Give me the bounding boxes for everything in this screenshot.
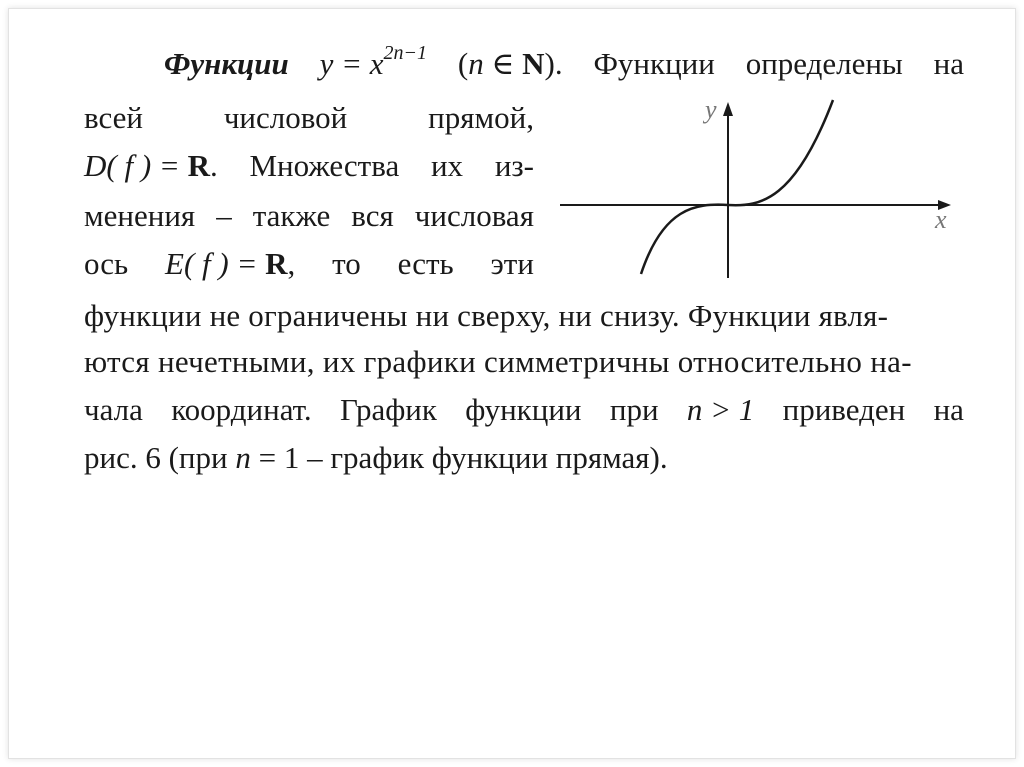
word: координат.: [171, 392, 312, 427]
word: эти: [490, 246, 534, 281]
text-line-4: [84, 196, 534, 236]
domain-lhs: D( f ) =: [84, 148, 188, 183]
term-functions: Функции: [164, 46, 289, 81]
word: есть: [397, 246, 454, 281]
word: на: [933, 46, 964, 81]
line9-n: n: [235, 440, 251, 475]
formula-condition: [458, 44, 563, 84]
range-set: R: [265, 246, 288, 281]
word: на: [933, 392, 964, 427]
formula-exponent: 2n−1: [383, 41, 428, 64]
line-text: ются нечетными, их графики симметричны относительно на-: [84, 344, 912, 379]
cond-in: ∈: [483, 46, 523, 81]
formula-lhs: y = x: [319, 46, 384, 81]
cond-n: n: [468, 46, 484, 81]
cond-close: ).: [544, 46, 563, 81]
domain-formula: [84, 146, 218, 186]
y-axis-arrow: [723, 102, 733, 116]
line9-before: рис. 6 (при: [84, 440, 236, 475]
cond-open: (: [457, 46, 469, 81]
word: прямой,: [428, 100, 534, 135]
word: менения: [84, 198, 196, 233]
text-line-7: [84, 342, 964, 382]
text-line-2: [84, 98, 534, 138]
x-axis-label: x: [935, 205, 947, 234]
word: Функции: [593, 46, 715, 81]
word: их: [430, 148, 464, 183]
word: функции: [465, 392, 582, 427]
word: всей: [84, 100, 143, 135]
text-line-8: [84, 390, 964, 430]
line9-after: = 1 – график функции прямая).: [250, 440, 668, 475]
line-text: функции не ограничены ни сверху, ни снизу. Функции явля-: [84, 298, 889, 333]
range-end: ,: [287, 246, 296, 281]
word: чала: [84, 392, 143, 427]
word: ось: [84, 246, 129, 281]
formula-power: [319, 41, 428, 84]
text-line-5: [84, 244, 534, 284]
range-lhs: E( f ) =: [165, 246, 266, 281]
domain-set: R: [187, 148, 210, 183]
word: числовая: [414, 198, 534, 233]
range-formula: [165, 244, 295, 284]
word: из-: [494, 148, 534, 183]
text-line-3: [84, 146, 534, 186]
word: то: [332, 246, 361, 281]
word: при: [609, 392, 659, 427]
text-line-6: [84, 296, 964, 336]
word: Множества: [249, 148, 400, 183]
text-line-9: [84, 438, 668, 478]
text-line-1: [164, 41, 964, 84]
domain-end: .: [209, 148, 218, 183]
condition-n-gt-1: n > 1: [686, 392, 755, 427]
word: числовой: [223, 100, 348, 135]
word: –: [216, 198, 232, 233]
graph-svg: [555, 96, 965, 286]
y-axis-label: y: [705, 96, 717, 124]
function-curve: [641, 100, 833, 274]
function-graph: [555, 96, 965, 286]
word: вся: [351, 198, 394, 233]
cond-set: N: [522, 46, 545, 81]
word: также: [252, 198, 331, 233]
word: определены: [745, 46, 903, 81]
word: График: [339, 392, 437, 427]
word: приведен: [782, 392, 906, 427]
